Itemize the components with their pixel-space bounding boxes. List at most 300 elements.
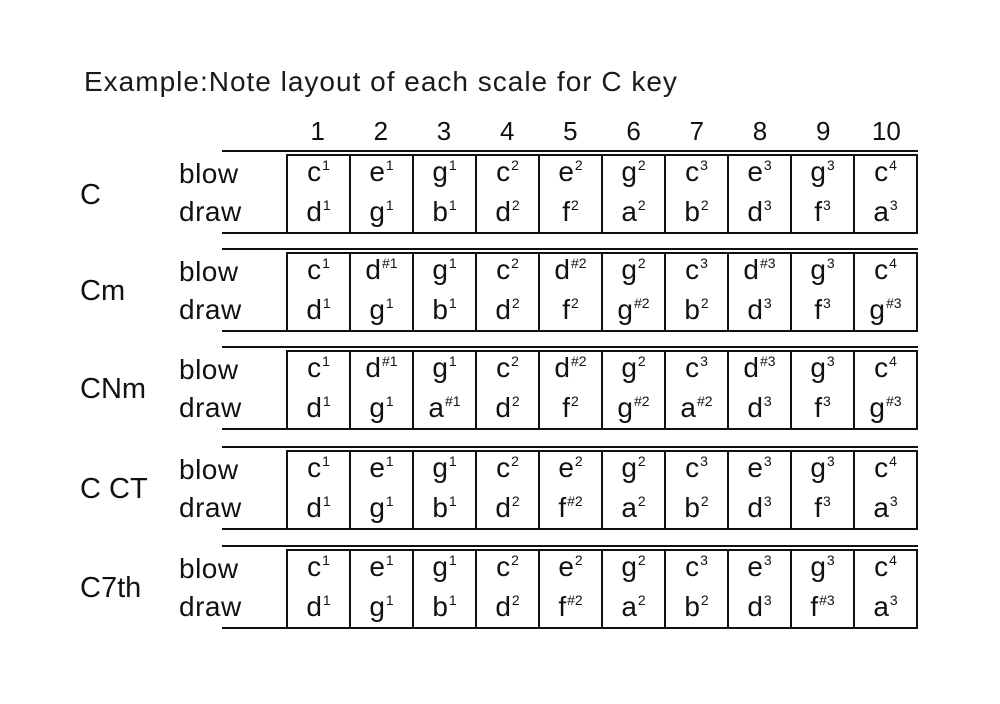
note-letter: d	[306, 294, 322, 325]
note-octave: 4	[889, 255, 897, 271]
note-octave: 1	[322, 197, 331, 213]
note-grid	[286, 450, 918, 530]
note-octave: 3	[822, 295, 831, 311]
note-letter: d	[747, 591, 763, 622]
draw-note	[621, 589, 645, 629]
hole-cell	[412, 352, 475, 428]
note-octave: 2	[511, 295, 520, 311]
note-octave: 3	[700, 552, 708, 568]
scale-name: Cm	[80, 275, 126, 307]
blow-note	[558, 450, 582, 490]
note-octave: 2	[570, 295, 579, 311]
draw-note	[814, 490, 831, 530]
draw-note	[814, 194, 831, 234]
note-letter: e	[558, 551, 574, 582]
section-top-line	[222, 446, 918, 448]
blow-note	[307, 549, 330, 589]
note-letter: d	[495, 591, 511, 622]
note-letter: e	[369, 551, 385, 582]
note-letter: c	[874, 551, 889, 582]
note-octave: 3	[826, 552, 835, 568]
note-octave: 2	[511, 453, 519, 469]
blow-note	[810, 350, 834, 390]
blow-note	[743, 252, 775, 292]
blow-note	[621, 154, 645, 194]
note-octave: 1	[322, 157, 330, 173]
section-top-line	[222, 248, 918, 250]
hole-cell	[538, 352, 601, 428]
note-octave: 2	[637, 157, 646, 173]
note-letter: e	[747, 156, 763, 187]
note-letter: b	[432, 294, 448, 325]
note-octave: #1	[445, 393, 461, 409]
note-octave: 4	[889, 157, 897, 173]
note-letter: c	[685, 452, 700, 483]
note-octave: #3	[819, 592, 835, 608]
note-octave: 2	[570, 393, 579, 409]
note-letter: c	[685, 156, 700, 187]
note-letter: d	[495, 294, 511, 325]
hole-cell	[664, 352, 727, 428]
blow-note	[621, 252, 645, 292]
blow-note	[365, 252, 397, 292]
hole-cell	[601, 254, 664, 330]
note-octave: 1	[448, 493, 457, 509]
blow-note	[369, 450, 393, 490]
note-octave: 1	[385, 592, 394, 608]
note-letter: d	[743, 254, 759, 285]
note-letter: c	[496, 551, 511, 582]
draw-row-label: draw	[179, 591, 242, 622]
note-letter: f	[814, 196, 822, 227]
note-letter: c	[307, 352, 322, 383]
hole-number-6: 6	[626, 116, 641, 146]
note-letter: g	[810, 452, 826, 483]
scale-section	[0, 545, 1000, 635]
note-octave: 3	[822, 493, 831, 509]
note-octave: 3	[826, 255, 835, 271]
blow-note	[810, 450, 834, 490]
note-letter: c	[496, 156, 511, 187]
note-octave: 3	[763, 157, 772, 173]
note-letter: d	[306, 492, 322, 523]
note-letter: g	[621, 156, 637, 187]
hole-cell	[538, 254, 601, 330]
draw-note	[369, 292, 393, 332]
note-octave: 2	[637, 592, 646, 608]
draw-note	[621, 194, 645, 234]
blow-note	[810, 154, 834, 194]
note-octave: 2	[511, 157, 519, 173]
note-letter: b	[432, 196, 448, 227]
note-octave: 2	[637, 493, 646, 509]
note-letter: e	[369, 156, 385, 187]
note-octave: 1	[385, 295, 394, 311]
note-letter: g	[432, 156, 448, 187]
note-octave: 1	[448, 453, 457, 469]
draw-note	[562, 194, 579, 234]
scale-section	[0, 248, 1000, 338]
hole-cell	[288, 156, 349, 232]
note-octave: 3	[763, 197, 772, 213]
blow-note	[747, 549, 771, 589]
hole-cell	[727, 452, 790, 528]
blow-note	[432, 549, 456, 589]
note-octave: 3	[763, 295, 772, 311]
draw-note	[369, 194, 393, 234]
note-letter: d	[365, 352, 381, 383]
hole-cell	[349, 254, 412, 330]
blow-note	[874, 154, 897, 194]
note-letter: a	[680, 392, 696, 423]
hole-cell	[664, 156, 727, 232]
draw-note	[562, 292, 579, 332]
hole-number-5: 5	[563, 116, 578, 146]
note-letter: a	[621, 591, 637, 622]
note-letter: f	[562, 392, 570, 423]
note-octave: 3	[700, 353, 708, 369]
draw-note	[432, 194, 456, 234]
note-letter: e	[558, 156, 574, 187]
hole-cell	[288, 551, 349, 627]
blow-row-label: blow	[179, 158, 239, 189]
section-top-line	[222, 545, 918, 547]
draw-note	[558, 589, 582, 629]
note-octave: #3	[886, 393, 902, 409]
note-letter: c	[874, 352, 889, 383]
hole-cell	[349, 452, 412, 528]
draw-note	[617, 292, 649, 332]
hole-cell	[412, 156, 475, 232]
note-octave: 1	[322, 353, 330, 369]
note-letter: c	[874, 254, 889, 285]
note-octave: 3	[763, 453, 772, 469]
note-octave: 2	[511, 393, 520, 409]
blow-row-label: blow	[179, 256, 239, 287]
draw-row-label: draw	[179, 196, 242, 227]
note-letter: d	[306, 591, 322, 622]
note-grid	[286, 154, 918, 234]
hole-cell	[412, 452, 475, 528]
note-letter: g	[621, 352, 637, 383]
draw-note	[306, 589, 330, 629]
note-letter: g	[621, 551, 637, 582]
blow-note	[307, 450, 330, 490]
note-octave: 2	[511, 592, 520, 608]
hole-cell	[475, 156, 538, 232]
scale-name: C7th	[80, 572, 142, 604]
note-letter: f	[814, 294, 822, 325]
note-octave: 1	[385, 493, 394, 509]
draw-note	[814, 292, 831, 332]
note-octave: #3	[760, 353, 776, 369]
draw-note	[869, 390, 901, 430]
draw-note	[684, 194, 708, 234]
blow-note	[554, 252, 586, 292]
hole-cell	[853, 452, 916, 528]
hole-number-4: 4	[499, 116, 515, 146]
note-octave: 3	[700, 255, 708, 271]
note-letter: f	[810, 591, 819, 622]
note-letter: f	[558, 591, 567, 622]
note-octave: #2	[697, 393, 713, 409]
note-octave: #2	[634, 393, 650, 409]
note-octave: 3	[826, 353, 835, 369]
note-octave: 3	[889, 197, 898, 213]
note-letter: g	[369, 294, 385, 325]
hole-cell	[288, 254, 349, 330]
note-octave: 3	[763, 552, 772, 568]
blow-row-label: blow	[179, 354, 239, 385]
draw-note	[495, 490, 519, 530]
blow-note	[874, 450, 897, 490]
note-letter: d	[554, 254, 570, 285]
note-grid	[286, 549, 918, 629]
hole-cell	[538, 156, 601, 232]
note-letter: b	[684, 492, 700, 523]
blow-note	[496, 450, 519, 490]
hole-cell	[475, 452, 538, 528]
hole-cell	[727, 352, 790, 428]
draw-note	[684, 490, 708, 530]
note-octave: 3	[889, 592, 898, 608]
draw-note	[873, 490, 897, 530]
note-letter: c	[307, 452, 322, 483]
draw-note	[814, 390, 831, 430]
note-letter: c	[874, 452, 889, 483]
note-octave: 2	[700, 592, 709, 608]
draw-note	[495, 589, 519, 629]
scale-section	[0, 446, 1000, 536]
hole-cell	[475, 254, 538, 330]
hole-number-3: 3	[436, 116, 452, 146]
hole-cell	[727, 551, 790, 627]
note-letter: g	[617, 294, 633, 325]
hole-cell	[664, 452, 727, 528]
note-letter: d	[554, 352, 570, 383]
note-octave: 4	[889, 353, 897, 369]
note-octave: 1	[322, 493, 331, 509]
blow-note	[621, 549, 645, 589]
hole-cell	[288, 352, 349, 428]
note-octave: 2	[637, 353, 646, 369]
note-letter: g	[621, 254, 637, 285]
draw-note	[747, 292, 771, 332]
hole-cell	[853, 254, 916, 330]
draw-note	[680, 390, 712, 430]
note-octave: #2	[567, 592, 583, 608]
note-letter: a	[873, 196, 889, 227]
scale-section	[0, 150, 1000, 240]
note-letter: c	[685, 254, 700, 285]
note-octave: 3	[700, 453, 708, 469]
blow-note	[496, 154, 519, 194]
note-letter: b	[684, 196, 700, 227]
note-letter: a	[873, 492, 889, 523]
note-letter: d	[495, 196, 511, 227]
note-letter: b	[684, 591, 700, 622]
note-letter: g	[810, 156, 826, 187]
blow-note	[810, 549, 834, 589]
note-octave: 2	[637, 552, 646, 568]
draw-row-label: draw	[179, 392, 242, 423]
note-letter: d	[306, 392, 322, 423]
draw-note	[747, 194, 771, 234]
note-letter: e	[369, 452, 385, 483]
blow-note	[743, 350, 775, 390]
note-letter: e	[747, 551, 763, 582]
note-letter: f	[558, 492, 567, 523]
note-letter: f	[814, 392, 822, 423]
note-letter: g	[369, 196, 385, 227]
note-letter: a	[621, 492, 637, 523]
note-octave: #2	[571, 353, 587, 369]
note-octave: 2	[511, 552, 519, 568]
note-letter: c	[496, 452, 511, 483]
note-octave: 3	[889, 493, 898, 509]
note-letter: g	[810, 551, 826, 582]
scale-section	[0, 346, 1000, 436]
hole-cell	[475, 551, 538, 627]
scale-name: C CT	[80, 473, 148, 505]
hole-cell	[727, 156, 790, 232]
note-octave: 1	[322, 295, 331, 311]
hole-cell	[601, 156, 664, 232]
note-octave: 1	[385, 157, 394, 173]
hole-cell	[727, 254, 790, 330]
note-octave: 3	[763, 493, 772, 509]
blow-note	[621, 350, 645, 390]
draw-row-label: draw	[179, 294, 242, 325]
blow-note	[874, 549, 897, 589]
note-octave: #2	[634, 295, 650, 311]
draw-note	[869, 292, 901, 332]
note-letter: g	[432, 452, 448, 483]
draw-note	[810, 589, 834, 629]
note-octave: 2	[511, 255, 519, 271]
hole-cell	[790, 254, 853, 330]
note-octave: 1	[322, 592, 331, 608]
note-letter: d	[747, 196, 763, 227]
note-octave: 3	[822, 393, 831, 409]
hole-cell	[288, 452, 349, 528]
note-octave: 4	[889, 453, 897, 469]
note-letter: d	[306, 196, 322, 227]
draw-note	[747, 390, 771, 430]
note-letter: a	[621, 196, 637, 227]
blow-note	[874, 252, 897, 292]
note-octave: 2	[511, 493, 520, 509]
note-octave: #3	[886, 295, 902, 311]
note-octave: 1	[448, 197, 457, 213]
note-octave: 1	[322, 453, 330, 469]
section-top-line	[222, 346, 918, 348]
blow-note	[554, 350, 586, 390]
note-grid	[286, 350, 918, 430]
blow-note	[307, 252, 330, 292]
note-octave: 1	[448, 552, 457, 568]
draw-row-label: draw	[179, 492, 242, 523]
blow-note	[432, 350, 456, 390]
note-octave: 2	[700, 197, 709, 213]
note-octave: 2	[637, 197, 646, 213]
note-letter: e	[558, 452, 574, 483]
note-letter: b	[432, 492, 448, 523]
note-grid	[286, 252, 918, 332]
note-letter: g	[810, 352, 826, 383]
hole-number-1: 1	[310, 116, 325, 146]
draw-note	[495, 292, 519, 332]
draw-note	[306, 390, 330, 430]
blow-note	[558, 154, 582, 194]
note-octave: 1	[322, 552, 330, 568]
blow-note	[365, 350, 397, 390]
hole-cell	[412, 551, 475, 627]
note-octave: 1	[448, 255, 457, 271]
note-letter: c	[307, 156, 322, 187]
note-letter: e	[747, 452, 763, 483]
note-letter: g	[432, 352, 448, 383]
note-letter: d	[747, 294, 763, 325]
note-octave: 2	[637, 453, 646, 469]
draw-note	[369, 390, 393, 430]
hole-cell	[853, 551, 916, 627]
hole-cell	[475, 352, 538, 428]
hole-number-9: 9	[815, 116, 831, 146]
draw-note	[306, 194, 330, 234]
note-octave: 3	[700, 157, 708, 173]
hole-cell	[790, 352, 853, 428]
hole-cell	[349, 352, 412, 428]
draw-note	[495, 390, 519, 430]
note-octave: 1	[448, 353, 457, 369]
note-octave: 1	[385, 197, 394, 213]
blow-note	[685, 252, 708, 292]
draw-note	[306, 490, 330, 530]
blow-note	[685, 154, 708, 194]
note-letter: g	[369, 591, 385, 622]
blow-note	[747, 450, 771, 490]
note-letter: b	[432, 591, 448, 622]
note-letter: c	[496, 352, 511, 383]
note-octave: #3	[760, 255, 776, 271]
hole-cell	[538, 452, 601, 528]
hole-cell	[664, 551, 727, 627]
hole-cell	[790, 551, 853, 627]
note-octave: 2	[637, 255, 646, 271]
note-letter: g	[869, 294, 885, 325]
blow-row-label: blow	[179, 553, 239, 584]
draw-note	[747, 490, 771, 530]
blow-note	[496, 549, 519, 589]
draw-note	[684, 589, 708, 629]
note-letter: d	[495, 392, 511, 423]
note-octave: 2	[511, 197, 520, 213]
hole-cell	[601, 551, 664, 627]
note-octave: 3	[763, 592, 772, 608]
hole-number-7: 7	[689, 116, 705, 146]
draw-note	[428, 390, 460, 430]
blow-note	[307, 154, 330, 194]
blow-note	[685, 549, 708, 589]
note-octave: 2	[574, 552, 583, 568]
draw-note	[617, 390, 649, 430]
blow-note	[432, 154, 456, 194]
note-octave: 1	[448, 157, 457, 173]
blow-note	[685, 350, 708, 390]
blow-note	[747, 154, 771, 194]
note-octave: 1	[448, 592, 457, 608]
